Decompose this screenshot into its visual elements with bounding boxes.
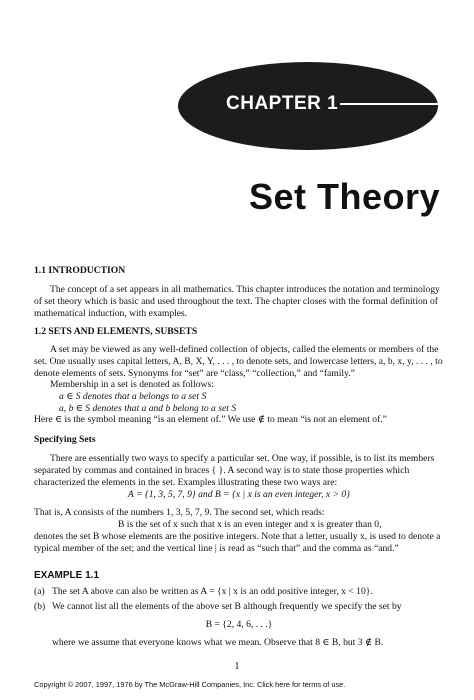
- denotes-paragraph: denotes the set B whose elements are the positive integers. Note that a letter, usually x, is used to denote a typical member of the set; and the vertical line | is read as “such that” and the comma as “and.”: [34, 531, 441, 554]
- chapter-title: Set Theory: [248, 176, 440, 217]
- set-reading-line: B is the set of x such that x is an even integer and x is greater than 0,: [118, 519, 382, 530]
- membership-line-1: a ∈ S denotes that a belongs to a set S: [59, 391, 207, 402]
- element-symbol-note: Here ∈ is the symbol meaning “is an element of.” We use ∉ to mean “is not an element of.”: [34, 414, 387, 425]
- subheading-specifying-sets: Specifying Sets: [34, 434, 96, 445]
- set-definition-equation: A = {1, 3, 5, 7, 9} and B = {x | x is an even integer, x > 0}: [127, 489, 351, 500]
- chapter-label: CHAPTER 1: [226, 93, 339, 114]
- example-b-label: (b): [34, 601, 46, 612]
- example-b-after: where we assume that everyone knows what we mean. Observe that 8 ∈ B, but 3 ∉ B.: [52, 637, 384, 648]
- example-a-text: The set A above can also be written as A = {x | x is an odd positive integer, x < 10}.: [52, 586, 373, 597]
- introduction-paragraph: The concept of a set appears in all mathematics. This chapter introduces the notation and terminology of set theory which is basic and used throughout the text. The chapter closes with the formal definition of mathematical induction, with examples.: [34, 284, 440, 319]
- sets-paragraph: A set may be viewed as any well-defined collection of objects, called the elements or members of the set. One usually uses capital letters, A, B, X, Y, . . . , to denote sets, and lowercase letters, a, b, x, y, . . . , to denote elements of sets. Synonyms for “set” are “class,” “collection,” and “family.”: [34, 344, 443, 379]
- membership-line-2: a, b ∈ S denotes that a and b belong to a set S: [59, 403, 237, 414]
- example-b-text: We cannot list all the elements of the above set B although frequently we specify the set by: [52, 601, 402, 612]
- section-heading-introduction: 1.1 INTRODUCTION: [34, 265, 126, 276]
- specifying-paragraph: There are essentially two ways to specify a particular set. One way, if possible, is to list its members separated by commas and contained in braces { }. A second way is to state those properties which characterized the elements in the set. Examples illustrating these two ways are:: [34, 453, 435, 488]
- copyright-link[interactable]: Copyright © 2007, 1997, 1976 by The McGraw-Hill Companies, Inc. Click here for terms of use.: [34, 680, 346, 689]
- that-is-line: That is, A consists of the numbers 1, 3, 5, 7, 9. The second set, which reads:: [34, 507, 325, 518]
- section-heading-sets-elements: 1.2 SETS AND ELEMENTS, SUBSETS: [34, 326, 198, 337]
- chapter-rule: [340, 103, 442, 105]
- example-a-label: (a): [34, 586, 45, 597]
- page-number: 1: [234, 661, 240, 672]
- example-b-equation: B = {2, 4, 6, . . .}: [205, 619, 273, 630]
- example-heading: EXAMPLE 1.1: [34, 570, 100, 581]
- membership-intro: Membership in a set is denoted as follows:: [50, 379, 214, 390]
